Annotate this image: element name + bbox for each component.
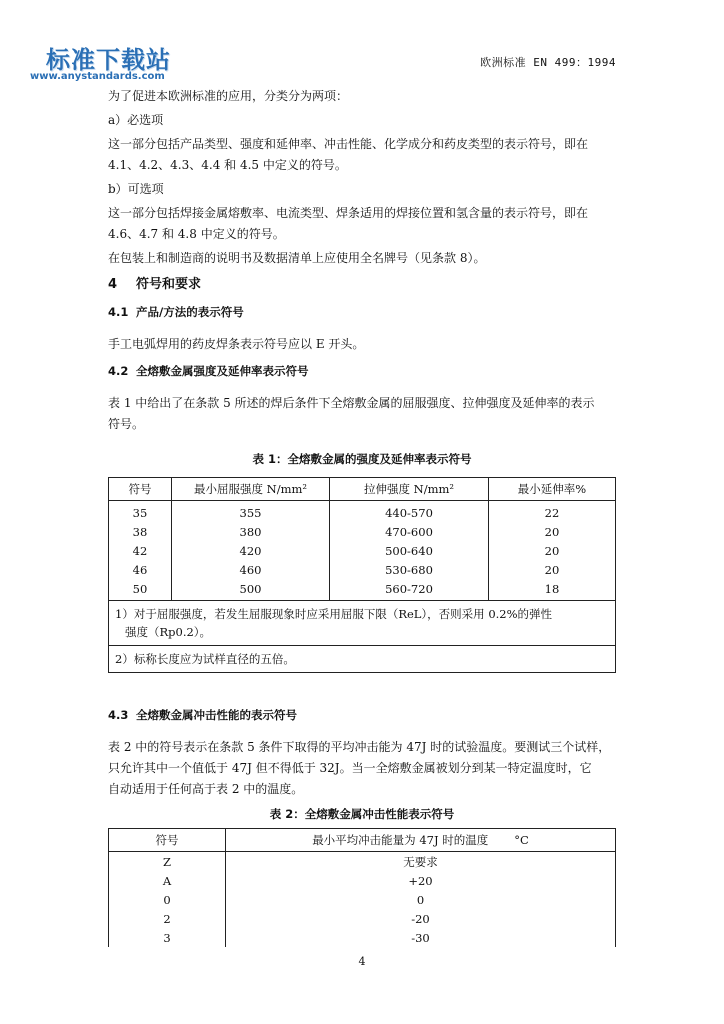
section-4-title: 符号和要求 bbox=[136, 277, 202, 292]
table-cell: A bbox=[109, 871, 226, 890]
table-1-header-tensile: 拉伸强度 N/mm² bbox=[330, 478, 489, 501]
section-4-3-text-line1: 表 2 中的符号表示在条款 5 条件下取得的平均冲击能为 47J 时的试验温度。要测试三个试样， bbox=[108, 740, 611, 754]
table-1-note-1 bbox=[109, 601, 616, 646]
table-cell: -20 bbox=[226, 909, 616, 928]
section-4-1-text: 手工电弧焊用的药皮焊条表示符号应以 E 开头。 bbox=[108, 337, 365, 351]
mandatory-text-line1: 这一部分包括产品类型、强度和延伸率、冲击性能、化学成分和药皮类型的表示符号，即在 bbox=[108, 137, 589, 151]
section-4-2-number: 4.2 bbox=[108, 364, 129, 378]
table-row bbox=[109, 890, 616, 909]
table-cell: 无要求 bbox=[226, 852, 616, 872]
table-row bbox=[109, 928, 616, 947]
table-cell: 500-640 bbox=[330, 541, 489, 560]
table-1-header-row bbox=[109, 478, 616, 501]
optional-label: b）可选项 bbox=[108, 182, 164, 196]
table-cell: 42 bbox=[109, 541, 172, 560]
table-cell: 46 bbox=[109, 560, 172, 579]
table-cell: 0 bbox=[226, 890, 616, 909]
table-cell: 355 bbox=[172, 501, 330, 523]
section-4-3-title: 全熔敷金属冲击性能的表示符号 bbox=[136, 708, 297, 722]
labeling-paragraph: 在包装上和制造商的说明书及数据清单上应使用全名牌号（见条款 8）。 bbox=[108, 251, 486, 265]
table-1-note-2: 2）标称长度应为试样直径的五倍。 bbox=[109, 646, 616, 673]
table-1-caption: 表 1：全熔敷金属的强度及延伸率表示符号 bbox=[252, 452, 472, 466]
table-cell: 440-570 bbox=[330, 501, 489, 523]
optional-text-line2: 4.6、4.7 和 4.8 中定义的符号。 bbox=[108, 227, 285, 241]
table-row bbox=[109, 579, 616, 601]
table-cell: 470-600 bbox=[330, 522, 489, 541]
table-cell: 22 bbox=[489, 501, 616, 523]
intro-paragraph: 为了促进本欧洲标准的应用，分类分为两项： bbox=[108, 89, 349, 103]
standard-header: 欧洲标准 EN 499：1994 bbox=[480, 56, 616, 69]
table-cell: 500 bbox=[172, 579, 330, 601]
table-cell: 35 bbox=[109, 501, 172, 523]
table-row bbox=[109, 852, 616, 872]
table-row bbox=[109, 522, 616, 541]
table-row bbox=[109, 560, 616, 579]
table-row bbox=[109, 871, 616, 890]
section-4-number: 4 bbox=[108, 277, 118, 292]
section-4-heading bbox=[108, 273, 616, 292]
watermark-url: www.anystandards.com bbox=[30, 71, 165, 82]
table-cell: +20 bbox=[226, 871, 616, 890]
table-1-note-1-row bbox=[109, 601, 616, 646]
table-cell: 380 bbox=[172, 522, 330, 541]
table-cell: 420 bbox=[172, 541, 330, 560]
watermark-title: 标准下载站 bbox=[46, 46, 171, 74]
table-1-note-2-row bbox=[109, 646, 616, 673]
table-2-header-row bbox=[109, 829, 616, 852]
table-cell: 20 bbox=[489, 541, 616, 560]
section-4-2-heading bbox=[108, 363, 616, 379]
table-cell: Z bbox=[109, 852, 226, 872]
table-1 bbox=[108, 477, 616, 673]
table-cell: 0 bbox=[109, 890, 226, 909]
section-4-2-text-line2: 符号。 bbox=[108, 417, 145, 431]
table-1-note-1-line2: 强度（Rp0.2）。 bbox=[125, 625, 212, 639]
table-1-note-1-line1: 1）对于屈服强度，若发生屈服现象时应采用屈服下限（ReL），否则采用 0.2%的弹性 bbox=[115, 607, 553, 621]
table-row bbox=[109, 501, 616, 523]
table-cell: 38 bbox=[109, 522, 172, 541]
section-4-3-heading bbox=[108, 707, 616, 723]
table-1-header-yield: 最小屈服强度 N/mm² bbox=[172, 478, 330, 501]
section-4-3-number: 4.3 bbox=[108, 708, 129, 722]
table-2-header-symbol: 符号 bbox=[109, 829, 226, 852]
table-2-header-temp bbox=[226, 829, 616, 852]
section-4-3-text-line2: 只允许其中一个值低于 47J 但不得低于 32J。当一全熔敷金属被划分到某一特定温度时，它 bbox=[108, 761, 592, 775]
table-2-header-unit: °C bbox=[514, 833, 529, 847]
section-4-1-title: 产品/方法的表示符号 bbox=[136, 305, 244, 319]
section-4-2-title: 全熔敷金属强度及延伸率表示符号 bbox=[136, 364, 309, 378]
table-cell: 20 bbox=[489, 560, 616, 579]
table-1-header-elongation: 最小延伸率% bbox=[489, 478, 616, 501]
optional-text-line1: 这一部分包括焊接金属熔敷率、电流类型、焊条适用的焊接位置和氢含量的表示符号，即在 bbox=[108, 206, 589, 220]
page-number: 4 bbox=[358, 955, 366, 968]
section-4-1-number: 4.1 bbox=[108, 305, 129, 319]
section-4-1-heading bbox=[108, 304, 616, 320]
document-body bbox=[108, 86, 616, 947]
mandatory-text-line2: 4.1、4.2、4.3、4.4 和 4.5 中定义的符号。 bbox=[108, 158, 347, 172]
table-2-caption: 表 2：全熔敷金属冲击性能表示符号 bbox=[269, 807, 455, 821]
table-row bbox=[109, 909, 616, 928]
table-cell: 2 bbox=[109, 909, 226, 928]
section-4-2-text-line1: 表 1 中给出了在条款 5 所述的焊后条件下全熔敷金属的屈服强度、拉伸强度及延伸率的表示 bbox=[108, 396, 595, 410]
table-cell: 3 bbox=[109, 928, 226, 947]
table-cell: 20 bbox=[489, 522, 616, 541]
table-1-header-symbol: 符号 bbox=[109, 478, 172, 501]
table-2 bbox=[108, 828, 616, 947]
table-cell: 530-680 bbox=[330, 560, 489, 579]
table-cell: 50 bbox=[109, 579, 172, 601]
table-cell: 460 bbox=[172, 560, 330, 579]
table-2-header-temp-label: 最小平均冲击能量为 47J 时的温度 bbox=[312, 833, 489, 847]
section-4-3-text-line3: 自动适用于任何高于表 2 中的温度。 bbox=[108, 782, 304, 796]
table-cell: 560-720 bbox=[330, 579, 489, 601]
table-cell: 18 bbox=[489, 579, 616, 601]
table-cell: -30 bbox=[226, 928, 616, 947]
table-row bbox=[109, 541, 616, 560]
watermark-logo bbox=[30, 40, 180, 86]
mandatory-label: a）必选项 bbox=[108, 113, 164, 127]
